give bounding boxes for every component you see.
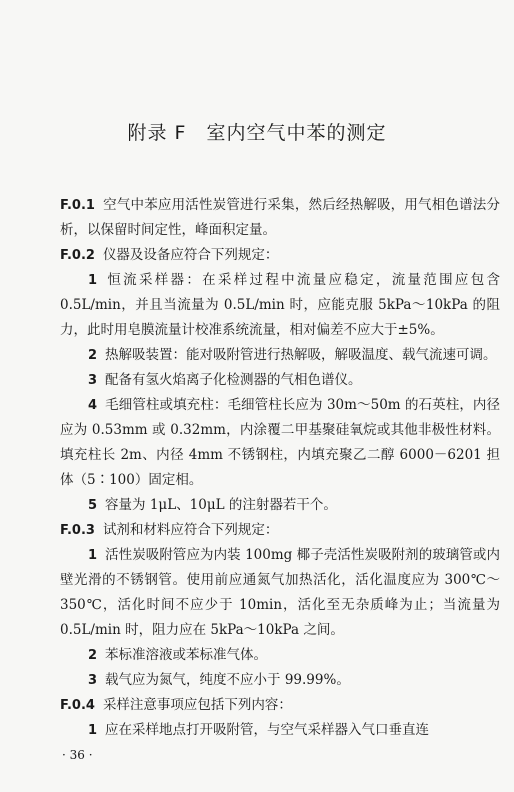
item-text: 毛细管柱或填充柱：毛细管柱长应为 30m～50m 的石英柱，内径应为 0.53mm 或 0.32mm，内涂覆二甲基聚硅氧烷或其他非极性材料。填充柱长 2m、内径 4mm 不锈钢柱，内填充聚乙二醇 6000－6201 担体（5∶100）固定相。 bbox=[60, 397, 500, 488]
clause-f03 bbox=[60, 518, 500, 543]
item-number: 4 bbox=[88, 398, 98, 413]
item-number: 5 bbox=[88, 498, 98, 513]
clause-id: F.0.2 bbox=[60, 248, 95, 263]
list-item bbox=[60, 268, 500, 343]
item-text: 配备有氢火焰离子化检测器的气相色谱仪。 bbox=[105, 372, 362, 388]
clause-id: F.0.1 bbox=[60, 198, 95, 213]
list-item bbox=[60, 368, 500, 393]
list-item bbox=[60, 718, 500, 743]
clause-id: F.0.4 bbox=[60, 698, 95, 713]
item-text: 活性炭吸附管应为内装 100mg 椰子壳活性炭吸附剂的玻璃管或内壁光滑的不锈钢管。使用前应通氮气加热活化，活化温度应为 300℃～350℃，活化时间不应少于 10min，活化至无杂质峰为止；当流量为 0.5L/min 时，阻力应在 5kPa～10kPa 之间。 bbox=[60, 547, 500, 638]
item-text: 恒流采样器：在采样过程中流量应稳定，流量范围应包含0.5L/min，并且当流量为 0.5L/min 时，应能克服 5kPa～10kPa 的阻力，此时用皂膜流量计校准系统流量，相对偏差不应大于±5%。 bbox=[60, 272, 500, 338]
list-item bbox=[60, 343, 500, 368]
body-text bbox=[60, 193, 500, 743]
page-title: 附录 F 室内空气中苯的测定 bbox=[127, 122, 387, 144]
clause-id: F.0.3 bbox=[60, 523, 95, 538]
item-text: 容量为 1μL、10μL 的注射器若干个。 bbox=[105, 497, 337, 513]
item-number: 1 bbox=[88, 723, 98, 738]
item-text: 苯标准溶液或苯标准气体。 bbox=[105, 647, 268, 663]
item-number: 3 bbox=[88, 673, 98, 688]
clause-f02 bbox=[60, 243, 500, 268]
list-item bbox=[60, 668, 500, 693]
item-number: 1 bbox=[88, 273, 98, 288]
item-number: 2 bbox=[88, 648, 98, 663]
clause-f04 bbox=[60, 693, 500, 718]
item-number: 3 bbox=[88, 373, 98, 388]
clause-text: 仪器及设备应符合下列规定： bbox=[102, 247, 279, 263]
clause-f01 bbox=[60, 193, 500, 243]
list-item bbox=[60, 643, 500, 668]
item-number: 2 bbox=[88, 348, 98, 363]
page-number: · 36 · bbox=[62, 748, 93, 762]
item-text: 热解吸装置：能对吸附管进行热解吸，解吸温度、载气流速可调。 bbox=[105, 347, 497, 363]
clause-text: 试剂和材料应符合下列规定： bbox=[102, 522, 279, 538]
list-item bbox=[60, 393, 500, 493]
item-number: 1 bbox=[88, 548, 98, 563]
clause-text: 采样注意事项应包括下列内容： bbox=[102, 697, 292, 713]
list-item bbox=[60, 543, 500, 643]
clause-text: 空气中苯应用活性炭管进行采集，然后经热解吸，用气相色谱法分析，以保留时间定性，峰面积定量。 bbox=[60, 197, 500, 238]
item-text: 载气应为氮气，纯度不应小于 99.99%。 bbox=[105, 672, 350, 688]
item-text: 应在采样地点打开吸附管，与空气采样器入气口垂直连 bbox=[105, 722, 430, 738]
list-item bbox=[60, 493, 500, 518]
